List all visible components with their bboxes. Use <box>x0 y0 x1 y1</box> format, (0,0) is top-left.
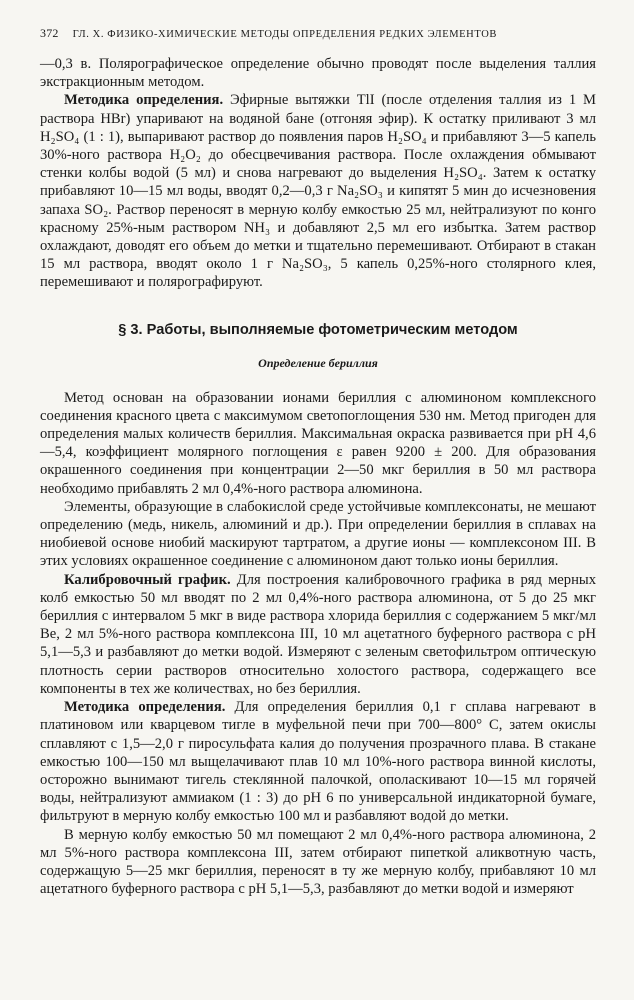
paragraph-method-basis: Метод основан на образовании ионами бериллия с алюминоном комплексного соединения красного цвета с максимумом светопоглощения 530 нм. Метод пригоден для определения малых количеств бериллия. Максимальная окраска развивается при pH 4,6—5,4, коэффициент молярного поглощения ε равен 9200 ± 200. Для образования окрашенного соединения при концентрации 2—50 мкг бериллия в 50 мл раствора необходимо прибавлять 2 мл 0,4%-ного раствора алюминона. <box>40 389 596 497</box>
section-title: § 3. Работы, выполняемые фотометрическим методом <box>118 321 518 338</box>
paragraph-beryllium-procedure <box>40 698 596 825</box>
paragraph-body: Для определения бериллия 0,1 г сплава нагревают в платиновом или кварцевом тигле в муфельной печи при 700—800° C, затем окислы сплавляют с 1,5—2,0 г пиросульфата калия до получения прозрачного плава. В стакане емкостью 100—150 мл выщелачивают плав 10 мл 10%-ного раствора винной кислоты, осторожно вынимают тигель стеклянной палочкой, ополаскивают 10—15 мл горячей воды, нейтрализуют аммиаком (1 : 3) до pH 6 по универсальной индикаторной бумаге, фильтруют в мерную колбу емкостью 100 мл и разбавляют водой до метки. <box>40 699 596 825</box>
paragraph-measurement: В мерную колбу емкостью 50 мл помещают 2 мл 0,4%-ного раствора алюминона, 2 мл 5%-ного раствора комплексона III, затем отбирают пипеткой аликвотную часть, содержащую 5—25 мкг бериллия, переносят в ту же мерную колбу, прибавляют 10 мл ацетатного буферного раствора с pH 5,1—5,3, разбавляют до метки водой и измеряют <box>40 826 596 898</box>
paragraph-calibration <box>40 571 596 698</box>
paragraph-lead: Методика определения. <box>64 699 226 716</box>
paragraph-interferences: Элементы, образующие в слабокислой среде устойчивые комплексонаты, не мешают определению (медь, никель, алюминий и др.). При определении бериллия в сплавах на ниобиевой основе ниобий маскируют тартратом, а другие ионы — комплексоном III. В этих условиях окрашенное соединение с алюминоном дают только ионы бериллия. <box>40 498 596 570</box>
paragraph-body: Для построения калибровочного графика в ряд мерных колб емкостью 50 мл вводят по 2 мл 0,4%-ного раствора алюминона, от 5 до 25 мкг бериллия с интервалом 5 мкг в виде раствора хлорида бериллия с содержанием 5 мкг/мл Be, 2 мл 5%-ного раствора комплексона III, 10 мл ацетатного буферного раствора с pH 5,1—5,3 и разбавляют до метки водой. Измеряют с зеленым светофильтром оптическую плотность серии растворов относительно холостого раствора, содержащего все компоненты в тех же количествах, но без бериллия. <box>40 571 596 697</box>
paragraph-body: Эфирные вытяжки TlI (после отделения таллия из 1 M раствора HBr) упаривают на водяной бане (отгоняя эфир). К остатку приливают 3 мл H₂SO₄ (1 : 1), выпаривают раствор до появления паров H₂SO₄ и прибавляют 3—5 капель 30%-ного раствора H₂O₂ до обесцвечивания раствора. После охлаждения обмывают стенки колбы водой (5 мл) и снова нагревают до выделения H₂SO₄. Затем к остатку прибавляют 10—15 мл воды, вводят 0,2—0,3 г Na₂SO₃ и кипятят 5 мин до исчезновения запаха SO₂. Раствор переносят в мерную колбу емкостью 25 мл, нейтрализуют по конго красному 25%-ным раствором NH₃ и добавляют 2,5 мл его избытка. Затем раствор охлаждают, доводят его объем до метки и тщательно перемешивают. Отбирают в стакан 15 мл раствора, вводят около 1 г Na₂SO₃, 5 капель 0,25%-ного столярного клея, перемешивают и полярографируют. <box>40 92 597 291</box>
page-number: 372 <box>40 26 59 40</box>
paragraph-lead: Калибровочный график. <box>64 571 231 588</box>
running-title: ГЛ. X. ФИЗИКО-ХИМИЧЕСКИЕ МЕТОДЫ ОПРЕДЕЛЕНИЯ РЕДКИХ ЭЛЕМЕНТОВ <box>72 29 498 40</box>
running-head <box>40 26 596 41</box>
subsection-title: Определение бериллия <box>258 355 378 370</box>
paragraph-polarography-intro: —0,3 в. Полярографическое определение обычно проводят после выделения таллия экстракционным методом. <box>40 56 596 91</box>
paragraph-lead: Методика определения. <box>64 92 224 109</box>
paragraph-thallium-procedure <box>40 91 596 291</box>
